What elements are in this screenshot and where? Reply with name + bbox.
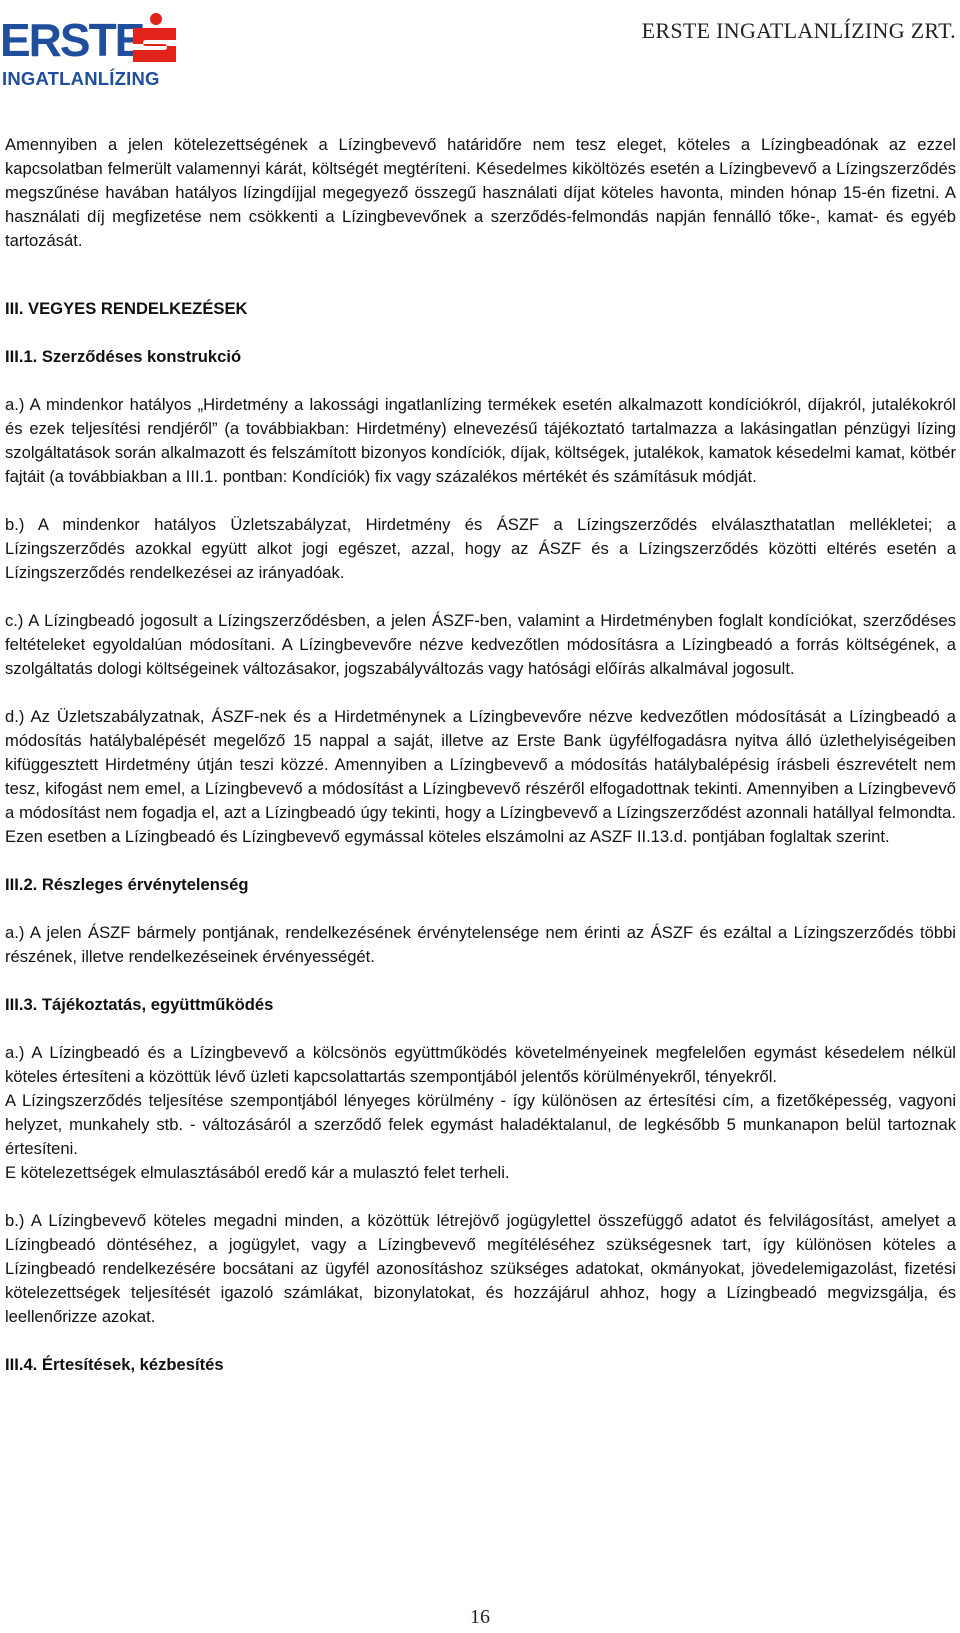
svg-text:ERSTE: ERSTE (0, 14, 144, 66)
paragraph-1d: d.) Az Üzletszabályzatnak, ÁSZF-nek és a Hirdetménynek a Lízingbevevőre nézve kedvezőtlen módosítását a Lízingbeadó a módosítás hatálybalépését megelőző 15 nappal a saját, illetve az Erste Bank ügyfélfogadásra nyitva álló üzlethelyiségeiben kifüggesztett Hirdetmény útján teszi közzé. Amennyiben a Lízingbevevő a módosítás hatálybalépésig írásbeli észrevételt nem tesz, kifogást nem emel, a Lízingbevevő a módosítást a Lízingbevevő részéről elfogadottnak tekinti. Amennyiben a Lízingbevevő a módosítást nem fogadja el, azt a Lízingbeadó úgy tekinti, hogy a Lízingbevevő a Lízingszerződést azonnali hatállyal felmondta. Ezen esetben a Lízingbeadó és Lízingbevevő egymással köteles elszámolni az ASZF II.13.d. pontjában foglaltak szerint. (5, 707, 956, 846)
subsection-title-1: III.1. Szerződéses konstrukció (5, 347, 242, 366)
paragraph-3a-end: E kötelezettségek elmulasztásából eredő kár a mulasztó felet terheli. (5, 1163, 510, 1182)
paragraph-3a: a.) A Lízingbeadó és a Lízingbevevő a kölcsönös együttműködés követelményeinek megfelelően egymást késedelem nélkül köteles értesíteni a közöttük lévő üzleti kapcsolattartás szempontjából jelentős körülményekről, tényekről. (5, 1043, 956, 1086)
subsection-title-3: III.3. Tájékoztatás, együttműködés (5, 995, 274, 1014)
paragraph-2a: a.) A jelen ÁSZF bármely pontjának, rendelkezésének érvénytelensége nem érinti az ÁSZF és ezáltal a Lízingszerződés többi részének, illetve rendelkezéseinek érvényességét. (5, 923, 956, 966)
subsection-title-2: III.2. Részleges érvénytelenség (5, 875, 249, 894)
erste-logo (0, 6, 190, 88)
subsection-title-4: III.4. Értesítések, kézbesítés (5, 1355, 224, 1374)
paragraph-3b: b.) A Lízingbevevő köteles megadni minden, a közöttük létrejövő jogügylettel összefüggő adatot és felvilágosítást, amelyet a Lízingbeadó döntéséhez, a jogügylet, vagy a Lízingbevevő megítéléséhez szükségesnek tart, így különösen köteles a Lízingbeadó rendelkezésére bocsátani az ügyfél azonosításhoz szükséges adatokat, okmányokat, jövedelemigazolást, fizetési kötelezettségek teljesítését igazoló számlákat, bizonylatokat, és hozzájárul ahhoz, hogy a Lízingbeadó megvizsgálja, és leellenőrizze azokat. (5, 1211, 956, 1326)
paragraph-1a: a.) A mindenkor hatályos „Hirdetmény a lakossági ingatlanlízing termékek esetén alkalmazott kondíciókról, díjakról, jutalékokról és ezek teljesítési rendjéről” (a továbbiakban: Hirdetmény) elnevezésű tájékoztató tartalmazza a lakásingatlan pénzügyi lízing szolgáltatások során alkalmazott és felszámított bizonyos kondíciók, díjak, költségek, jutalékok, kamatok késedelmi kamat, kötbér fajtáit (a továbbiakban a III.1. pontban: Kondíciók) fix vagy százalékos mértékét és számításuk módját. (5, 395, 956, 486)
page-number: 16 (470, 1606, 490, 1628)
paragraph-3a-cont: A Lízingszerződés teljesítése szempontjából lényeges körülmény - így különösen az értesítési cím, a fizetőképesség, vagyoni helyzet, munkahely stb. - változásáról a szerződő felek egymást haladéktalanul, de legkésőbb 5 munkanapon belül tartoznak értesíteni. (5, 1091, 956, 1158)
paragraph-1b: b.) A mindenkor hatályos Üzletszabályzat, Hirdetmény és ÁSZF a Lízingszerződés elválaszthatatlan mellékletei; a Lízingszerződés azokkal együtt alkot jogi egészet, azzal, hogy az ÁSZF és a Lízingszerződés közötti eltérés esetén a Lízingszerződés rendelkezései az irányadóak. (5, 515, 956, 582)
section-title: III. VEGYES RENDELKEZÉSEK (5, 299, 248, 318)
company-name: ERSTE INGATLANLÍZING ZRT. (641, 18, 956, 43)
intro-paragraph: Amennyiben a jelen kötelezettségének a Lízingbevevő határidőre nem tesz eleget, köteles a Lízingbeadónak az ezzel kapcsolatban felmerült valamennyi kárát, költségét megtéríteni. Késedelmes kiköltözés esetén a Lízingbevevő a Lízingszerződés megszűnése havában hatályos lízingdíjjal megegyező összegű használati díjat köteles havonta, minden hónap 15-én fizetni. A használati díj megfizetése nem csökkenti a Lízingbevevőnek a szerződés-felmondás napján fennálló tőke-, kamat- és egyéb tartozását. (5, 135, 956, 250)
paragraph-1c: c.) A Lízingbeadó jogosult a Lízingszerződésben, a jelen ÁSZF-ben, valamint a Hirdetményben foglalt kondíciókat, szerződéses feltételeket egyoldalúan módosítani. A Lízingbevevőre nézve kedvezőtlen módosításra a Lízingbeadó a forrás költségének, a szolgáltatás dologi költségeinek változásakor, jogszabályváltozás vagy hatósági előírás alkalmával jogosult. (5, 611, 956, 678)
svg-text:INGATLANLÍZING: INGATLANLÍZING (2, 68, 160, 88)
document-body (5, 133, 956, 1377)
